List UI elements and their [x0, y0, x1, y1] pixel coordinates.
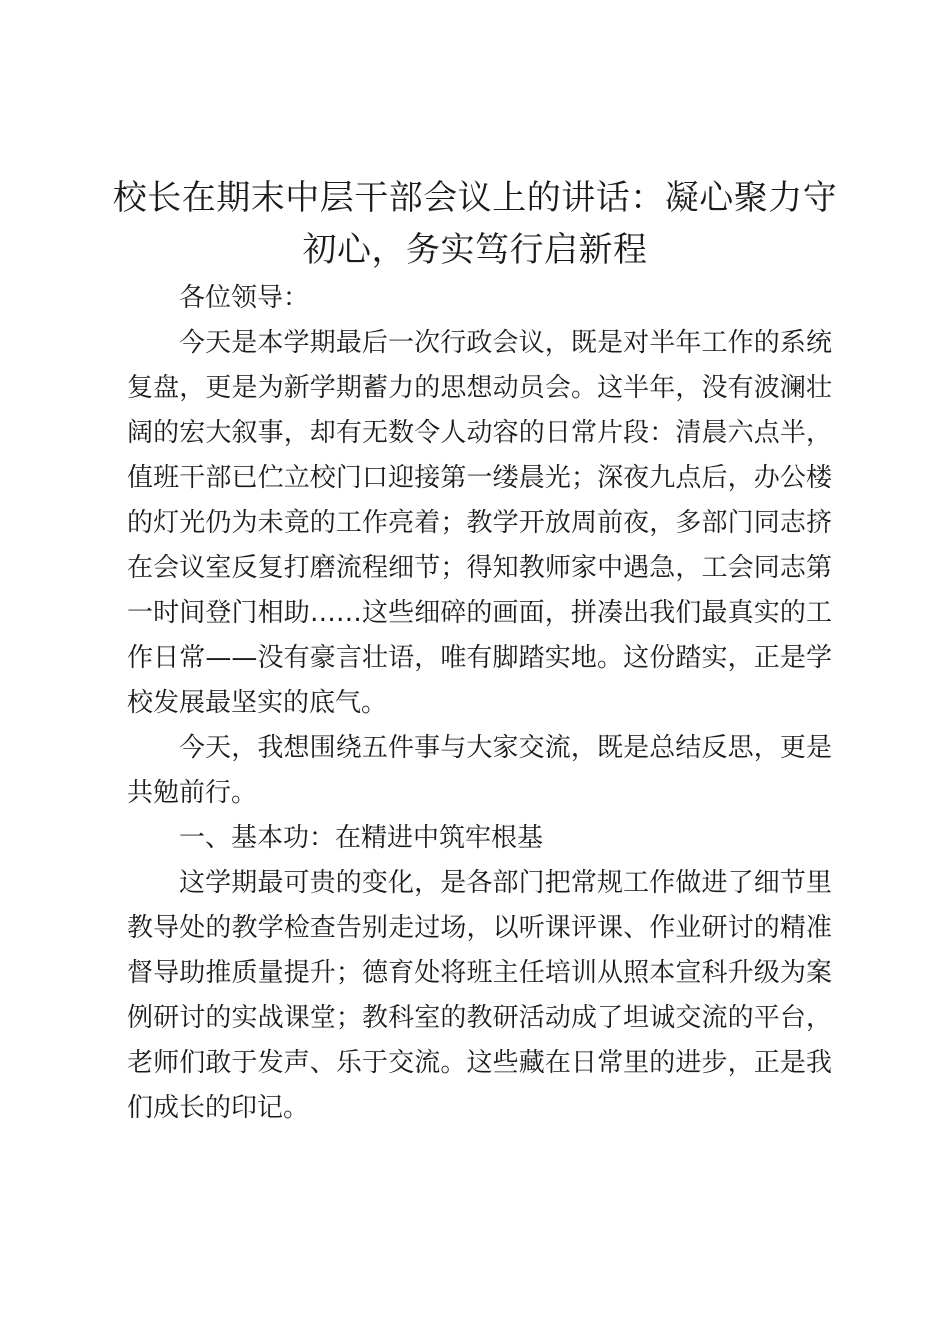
document-body	[127, 276, 832, 1131]
paragraph-topics: 今天，我想围绕五件事与大家交流，既是总结反思，更是共勉前行。	[127, 733, 832, 808]
section-paragraph: 这学期最可贵的变化，是各部门把常规工作做进了细节里教导处的教学检查告别走过场，以听课评课、作业研讨的精准督导助推质量提升；德育处将班主任培训从照本宣科升级为案例研讨的实战课堂；教科室的教研活动成了坦诚交流的平台，老师们敢于发声、乐于交流。这些藏在日常里的进步，正是我们成长的印记。	[127, 868, 832, 1123]
paragraph-intro: 今天是本学期最后一次行政会议，既是对半年工作的系统复盘，更是为新学期蓄力的思想动员会。这半年，没有波澜壮阔的宏大叙事，却有无数令人动容的日常片段：清晨六点半，值班干部已伫立校门口迎接第一缕晨光；深夜九点后，办公楼的灯光仍为未竟的工作亮着；教学开放周前夜，多部门同志挤在会议室反复打磨流程细节；得知教师家中遇急，工会同志第一时间登门相助……这些细碎的画面，拼凑出我们最真实的工作日常——没有豪言壮语，唯有脚踏实地。这份踏实，正是学校发展最坚实的底气。	[127, 328, 832, 718]
salutation: 各位领导：	[179, 283, 310, 313]
document-title: 校长在期末中层干部会议上的讲话：凝心聚力守初心，务实笃行启新程	[112, 178, 838, 270]
section-heading: 一、基本功：在精进中筑牢根基	[179, 823, 544, 853]
